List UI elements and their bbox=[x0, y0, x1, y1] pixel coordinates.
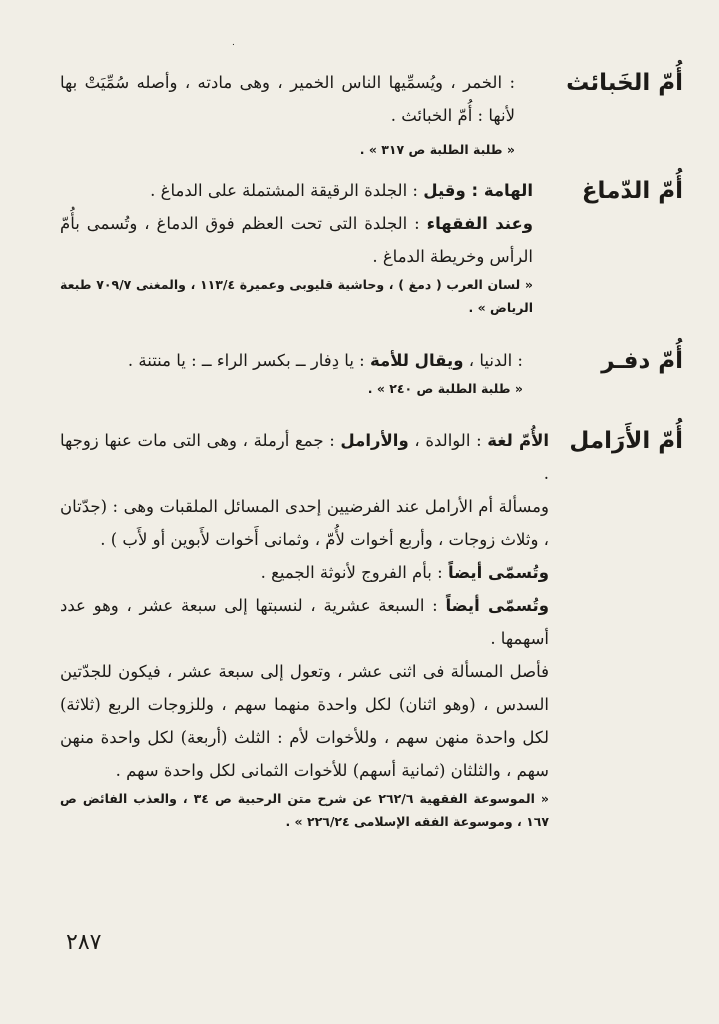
entry-term: أُمّ الأَرَامل bbox=[569, 428, 683, 454]
definition-line bbox=[60, 344, 523, 377]
bold-label: وتُسمّى أيضاً bbox=[445, 596, 549, 615]
entry-umm-al-dimagh bbox=[60, 174, 683, 344]
definition-line bbox=[60, 589, 549, 655]
entry-definition bbox=[60, 344, 523, 400]
definition-line bbox=[60, 207, 533, 273]
definition-paragraph: ومسألة أم الأرامل عند الفرضيين إحدى المسائل الملقبات وهى : (جدّتان ، وثلاث زوجات ، وأربع أخوات لأُمّ ، وثمانى أَخوات لأَبوين أو لأَب ) . bbox=[60, 497, 549, 549]
entry-term: أُمّ دفـر bbox=[601, 348, 683, 374]
bold-label: وعند الفقهاء bbox=[426, 214, 534, 233]
definition-text: : الجلدة التى تحت العظم فوق الدماغ ، وتُسمى بأُمّ الرأس وخريطة الدماغ . bbox=[60, 214, 533, 266]
definition-text: : الجلدة الرقيقة المشتملة على الدماغ . bbox=[150, 181, 424, 200]
page-mark: ٠ bbox=[231, 40, 236, 50]
entry-reference: « الموسوعة الفقهية ٢٦٢/٦ عن شرح متن الرحبية ص ٣٤ ، والعذب الفائض ص ١٦٧ ، وموسوعة الفقه الإسلامى ٢٢٦/٢٤ » . bbox=[60, 791, 549, 829]
definition-line bbox=[60, 424, 549, 490]
entry-definition bbox=[60, 424, 549, 833]
definition-text: : بأم الفروج لأنوثة الجميع . bbox=[260, 563, 448, 582]
bold-label: الهامة : وقيل bbox=[423, 181, 533, 200]
entry-umm-al-aramil bbox=[60, 424, 683, 924]
bold-label: ويقال للأمة bbox=[369, 351, 464, 370]
entry-term: أُمّ الخَبائث bbox=[566, 70, 683, 96]
entry-reference: « طلبة الطلبة ص ٢٤٠ » . bbox=[367, 381, 523, 396]
entry-reference: « طلبة الطلبة ص ٣١٧ » . bbox=[359, 142, 515, 157]
entry-umm-al-khabaith bbox=[60, 66, 683, 176]
definition-text: : يا دِفار ــ بكسر الراء ــ : يا منتنة . bbox=[127, 351, 370, 370]
definition-line bbox=[60, 556, 549, 589]
definition-text: : الوالدة ، bbox=[408, 431, 488, 450]
definition-line bbox=[60, 174, 533, 207]
definition-paragraph: فأصل المسألة فى اثنى عشر ، وتعول إلى سبعة عشر ، فيكون للجدّتين السدس ، (وهو اثنان) لكل واحدة منهما سهم ، وللزوجات الربع (ثلاثة) لكل واحدة منهن سهم ، وللأخوات لأم : الثلث (أربعة) لكل واحدة منهن سهم ، والثلثان (ثمانية أسهم) للأخوات الثمانى لكل واحدة سهم . bbox=[60, 662, 549, 780]
entry-reference: « لسان العرب ( دمغ ) ، وحاشية قليوبى وعميرة ١١٣/٤ ، والمغنى ٧٠٩/٧ طبعة الرياض » . bbox=[60, 277, 533, 315]
definition-text: : السبعة عشرية ، لنسبتها إلى سبعة عشر ، وهو عدد أسهمها . bbox=[60, 596, 549, 648]
definition-text: : جمع أرملة ، وهى التى مات عنها زوجها . bbox=[60, 431, 549, 483]
entry-definition bbox=[60, 66, 515, 161]
entry-term: أُمّ الدّماغ bbox=[581, 178, 683, 204]
definition-text: : الخمر ، ويُسمِّيها الناس الخمير ، وهى مادته ، وأصله سُمِّيَتْ بها لأنها : أُمّ الخبائث . bbox=[60, 73, 515, 125]
bold-label: والأرامل bbox=[340, 431, 409, 450]
definition-text: : الدنيا ، bbox=[463, 351, 523, 370]
entry-definition bbox=[60, 174, 533, 319]
bold-label: الأُمّ لغة bbox=[487, 431, 550, 450]
bold-label: وتُسمّى أيضاً bbox=[447, 563, 549, 582]
page-number: ٢٨٧ bbox=[66, 930, 102, 955]
entry-umm-dafr bbox=[60, 344, 683, 414]
